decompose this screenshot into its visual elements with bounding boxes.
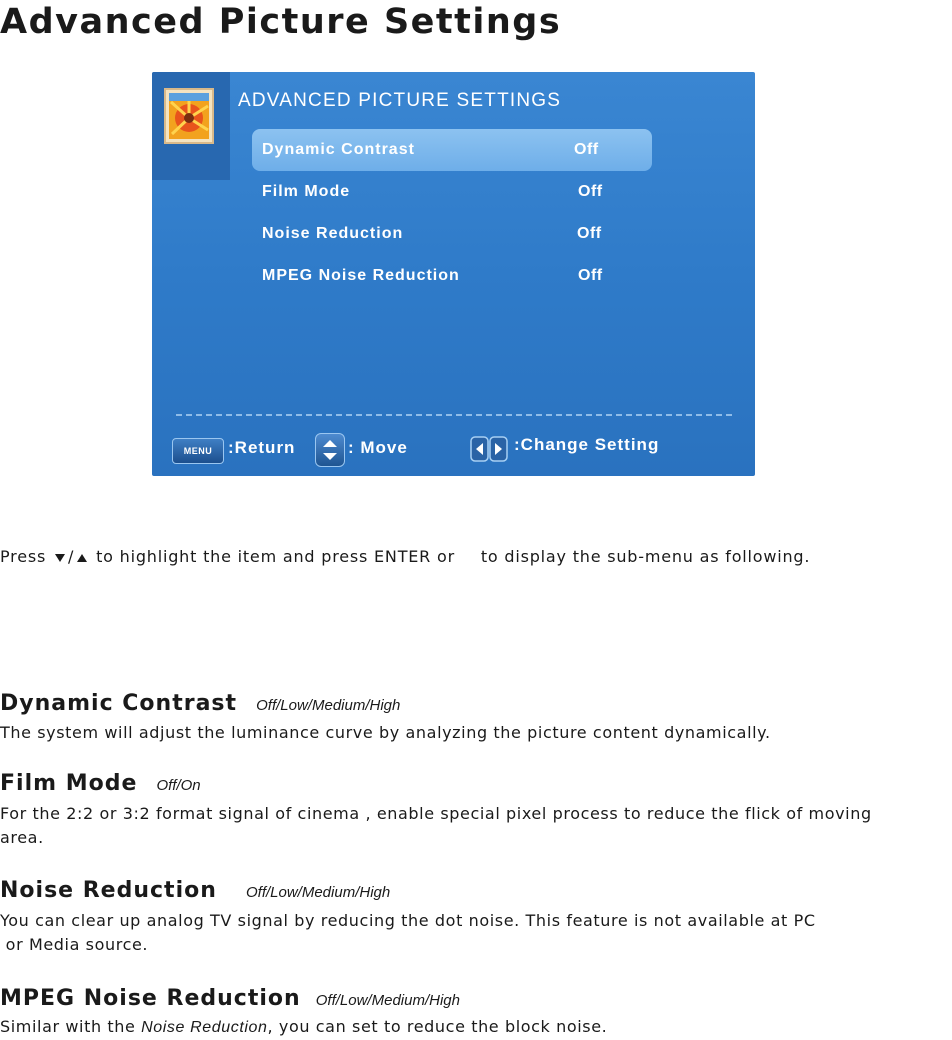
section-film-mode-description-cont: area. [0, 828, 44, 847]
osd-footer [152, 432, 755, 472]
up-down-key-icon[interactable] [315, 433, 345, 467]
section-options: Off/On [156, 777, 201, 794]
up-down-arrows-icon [316, 434, 344, 466]
instruction-middle: to highlight the item and press ENTER or [96, 547, 455, 566]
section-dynamic-contrast-description: The system will adjust the luminance curve by analyzing the picture content dynamically. [0, 723, 771, 742]
section-options: Off/Low/Medium/High [256, 697, 401, 714]
osd-item-noise-reduction[interactable] [252, 213, 652, 255]
instruction-after: to display the sub-menu as following. [480, 547, 811, 566]
description-italic-ref: Noise Reduction [141, 1019, 268, 1036]
osd-item-value: Off [578, 183, 603, 200]
osd-item-label: Film Mode [262, 183, 351, 200]
osd-screen [152, 72, 755, 476]
section-dynamic-contrast-heading [0, 689, 400, 721]
section-noise-reduction-description-cont: or Media source. [0, 935, 149, 954]
osd-item-label: Dynamic Contrast [262, 141, 415, 158]
section-noise-reduction-description: You can clear up analog TV signal by reducing the dot noise. This feature is not available at PC [0, 911, 816, 930]
section-title: Film Mode [0, 771, 138, 796]
osd-item-label: Noise Reduction [262, 225, 404, 242]
picture-icon [164, 88, 214, 144]
section-film-mode-heading [0, 769, 201, 801]
osd-item-film-mode[interactable] [252, 171, 652, 213]
menu-key-icon[interactable]: MENU [172, 438, 224, 464]
osd-item-label: MPEG Noise Reduction [262, 267, 460, 284]
section-noise-reduction-heading [0, 876, 390, 908]
section-options: Off/Low/Medium/High [245, 884, 391, 901]
change-setting-hint: :Change Setting [514, 435, 660, 454]
up-arrow-icon [76, 553, 88, 563]
instruction-before: Press [0, 547, 47, 566]
osd-item-value: Off [574, 141, 599, 158]
description-text: Similar with the [0, 1017, 142, 1036]
section-title: MPEG Noise Reduction [0, 986, 301, 1011]
osd-title: ADVANCED PICTURE SETTINGS [238, 90, 562, 111]
osd-item-value: Off [578, 267, 603, 284]
description-text-end: , you can set to reduce the block noise. [267, 1017, 608, 1036]
section-options: Off/Low/Medium/High [315, 992, 460, 1009]
osd-item-value: Off [577, 225, 602, 242]
section-title: Dynamic Contrast [0, 691, 238, 716]
osd-divider [176, 414, 732, 416]
return-hint: :Return [228, 438, 296, 457]
move-hint: : Move [348, 438, 408, 457]
osd-item-mpeg-noise-reduction[interactable] [252, 255, 652, 297]
down-arrow-icon [54, 553, 66, 563]
instruction-line: Press / to highlight the item and press ENTER or to display the sub-menu as following. [0, 547, 811, 566]
section-mpeg-noise-reduction-description [0, 1016, 952, 1039]
section-mpeg-noise-reduction-heading [0, 984, 460, 1016]
page-title: Advanced Picture Settings [0, 2, 562, 42]
osd-item-dynamic-contrast[interactable] [252, 129, 652, 171]
section-title: Noise Reduction [0, 878, 217, 903]
left-right-key-icon[interactable] [470, 436, 508, 462]
section-film-mode-description: For the 2:2 or 3:2 format signal of cinema , enable special pixel process to reduce the flick of moving [0, 804, 872, 823]
